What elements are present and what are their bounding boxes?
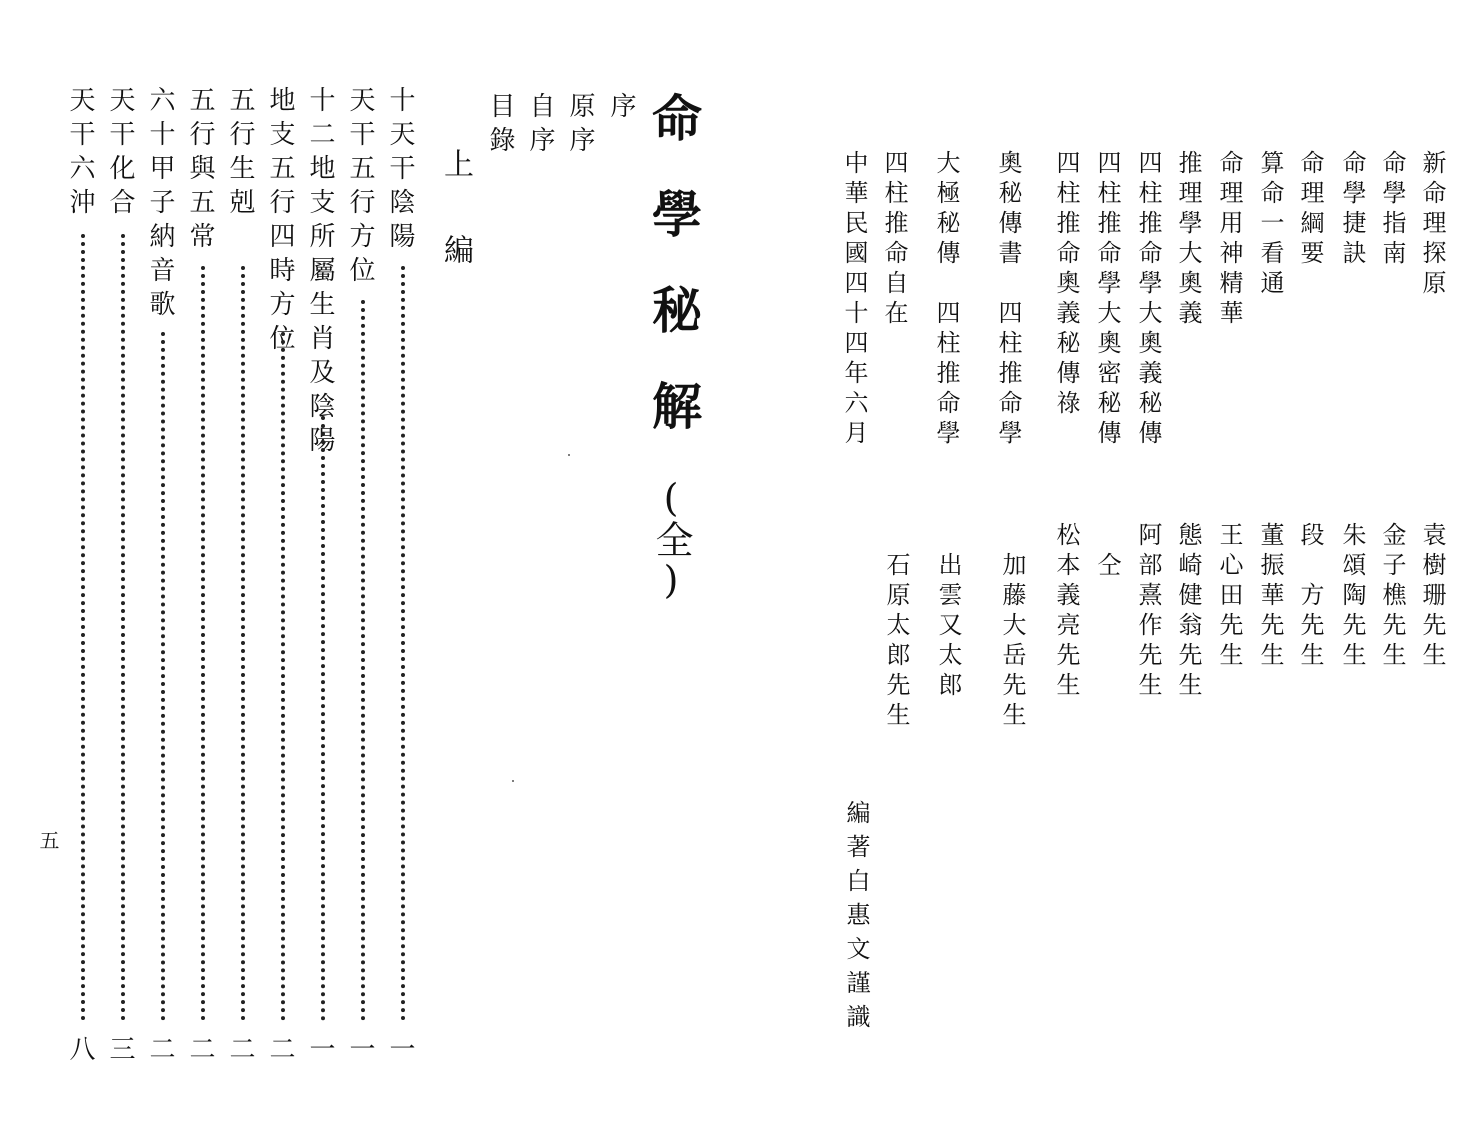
print-speck bbox=[512, 780, 514, 782]
reference-book: 命學捷訣 bbox=[1338, 150, 1366, 270]
reference-author: 石原太郎先生 bbox=[882, 552, 910, 732]
print-speck bbox=[568, 454, 570, 456]
toc-title: 天干六沖 bbox=[65, 86, 95, 222]
toc-leader-dots bbox=[81, 234, 85, 1021]
toc-leader-dots bbox=[281, 332, 285, 1021]
reference-author: 出雲又太郎 bbox=[934, 552, 962, 702]
toc-item bbox=[227, 86, 259, 1061]
toc-leader-dots bbox=[361, 300, 365, 1021]
front-matter-original-preface: 原序 bbox=[565, 92, 595, 160]
toc-item bbox=[107, 86, 139, 1061]
reference-book: 命學指南 bbox=[1378, 150, 1406, 270]
front-matter-contents: 目錄 bbox=[485, 92, 515, 160]
reference-book: 四柱推命自在 bbox=[880, 150, 908, 330]
reference-book: 四柱推命學大奧義秘傳 bbox=[1134, 150, 1162, 450]
toc-page-number: 八 bbox=[65, 1035, 95, 1061]
right-page bbox=[800, 0, 1461, 1139]
toc-title: 六十甲子納音歌 bbox=[145, 86, 175, 324]
reference-author: 態崎健翁先生 bbox=[1174, 522, 1202, 702]
reference-book: 新命理探原 bbox=[1418, 150, 1446, 300]
reference-author: 董振華先生 bbox=[1256, 522, 1284, 672]
toc-title: 五行生剋 bbox=[225, 86, 255, 222]
toc-page-number: 二 bbox=[145, 1035, 175, 1061]
toc-item bbox=[267, 86, 299, 1061]
toc-title: 天干化合 bbox=[105, 86, 135, 222]
toc-leader-dots bbox=[161, 332, 165, 1021]
toc-leader-dots bbox=[201, 266, 205, 1021]
edition-label: (全) bbox=[649, 476, 693, 602]
reference-author: 松本義亮先生 bbox=[1052, 522, 1080, 702]
toc-item bbox=[347, 86, 379, 1061]
toc-title: 十二地支所屬生肖及陰陽 bbox=[305, 86, 335, 460]
reference-author: 朱頌陶先生 bbox=[1338, 522, 1366, 672]
reference-author: 王心田先生 bbox=[1215, 522, 1243, 672]
reference-author: 仝 bbox=[1093, 552, 1121, 582]
reference-author: 袁樹珊先生 bbox=[1418, 522, 1446, 672]
toc-item bbox=[387, 86, 419, 1061]
book-title: 命學秘解 bbox=[644, 92, 703, 476]
toc-page-number: 一 bbox=[385, 1035, 415, 1061]
toc-page-number: 二 bbox=[185, 1035, 215, 1061]
reference-author: 阿部熹作先生 bbox=[1134, 522, 1162, 702]
toc-leader-dots bbox=[121, 234, 125, 1021]
page-number: 五 bbox=[36, 830, 60, 850]
reference-book: 奧秘傳書 四柱推命學 bbox=[994, 150, 1022, 450]
reference-book: 大極秘傳 四柱推命學 bbox=[932, 150, 960, 450]
reference-book: 四柱推命奧義秘傳祿 bbox=[1052, 150, 1080, 420]
reference-book: 四柱推命學大奧密秘傳 bbox=[1093, 150, 1121, 450]
toc-title: 十天干陰陽 bbox=[385, 86, 415, 256]
author-signature: 編著白惠文謹識 bbox=[842, 800, 870, 1038]
front-matter-preface: 序 bbox=[606, 92, 636, 126]
reference-book: 命理綱要 bbox=[1296, 150, 1324, 270]
toc-item bbox=[307, 86, 339, 1061]
reference-author: 段 方先生 bbox=[1296, 522, 1324, 672]
toc-item bbox=[67, 86, 99, 1061]
toc-title: 天干五行方位 bbox=[345, 86, 375, 290]
reference-author: 金子樵先生 bbox=[1378, 522, 1406, 672]
toc-page-number: 二 bbox=[265, 1035, 295, 1061]
publication-date: 中華民國四十四年六月 bbox=[840, 150, 868, 450]
toc-page-number: 一 bbox=[345, 1035, 375, 1061]
reference-book: 算命一看通 bbox=[1256, 150, 1284, 300]
part-heading: 上編 bbox=[438, 148, 473, 320]
toc-page-number: 一 bbox=[305, 1035, 335, 1061]
reference-book: 推理學大奧義 bbox=[1174, 150, 1202, 330]
reference-book: 命理用神精華 bbox=[1215, 150, 1243, 330]
toc-item bbox=[187, 86, 219, 1061]
toc-leader-dots bbox=[321, 416, 325, 1021]
toc-page-number: 二 bbox=[225, 1035, 255, 1061]
toc-leader-dots bbox=[401, 266, 405, 1021]
toc-title: 五行與五常 bbox=[185, 86, 215, 256]
toc-item bbox=[147, 86, 179, 1061]
reference-author: 加藤大岳先生 bbox=[998, 552, 1026, 732]
front-matter-author-preface: 自序 bbox=[525, 92, 555, 160]
toc-leader-dots bbox=[241, 266, 245, 1021]
toc-page-number: 三 bbox=[105, 1035, 135, 1061]
toc-title: 地支五行四時方位 bbox=[265, 86, 295, 358]
